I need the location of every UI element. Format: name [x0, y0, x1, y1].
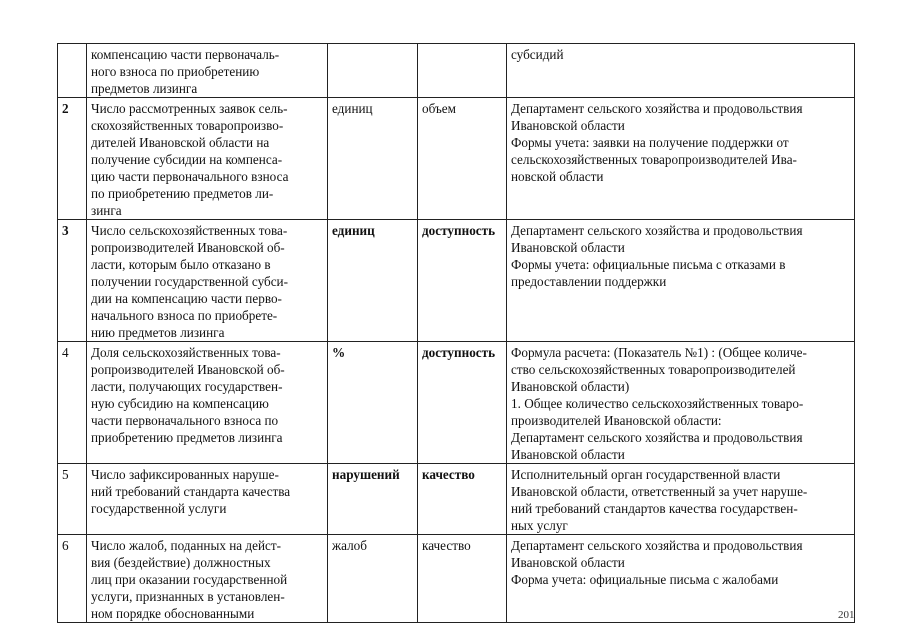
- row-number: 5: [58, 464, 87, 535]
- unit-cell: %: [328, 342, 418, 464]
- source-cell: Формула расчета: (Показатель №1) : (Общее количе- ство сельскохозяйственных товаропроизводителей Ивановской области) 1. Общее количество сельскохозяйственных товаро- производителей Ивановской области: Департамент сельского хозяйства и продовольствия Ивановской области: [507, 342, 855, 464]
- row-number: 4: [58, 342, 87, 464]
- table-row: [58, 535, 855, 623]
- source-cell: Исполнительный орган государственной власти Ивановской области, ответственный за учет наруше- ний требований стандартов качества государствен- ных услуг: [507, 464, 855, 535]
- row-number: [58, 44, 87, 98]
- type-cell: качество: [418, 464, 507, 535]
- indicator-name: Число рассмотренных заявок сель- скохозяйственных товаропроизво- дителей Ивановской области на получение субсидии на компенса- цию части первоначального взноса по приобретению предметов ли- зинга: [87, 98, 328, 220]
- source-cell: Департамент сельского хозяйства и продовольствия Ивановской области Формы учета: официальные письма с отказами в предоставлении поддержки: [507, 220, 855, 342]
- unit-cell: нарушений: [328, 464, 418, 535]
- table-row: [58, 220, 855, 342]
- type-cell: качество: [418, 535, 507, 623]
- table-body: [58, 44, 855, 623]
- row-number: 2: [58, 98, 87, 220]
- type-cell: доступность: [418, 220, 507, 342]
- indicator-name: Доля сельскохозяйственных това- ропроизводителей Ивановской об- ласти, получающих государствен- ную субсидию на компенсацию части первоначального взноса по приобретению предметов лизинга: [87, 342, 328, 464]
- source-cell: Департамент сельского хозяйства и продовольствия Ивановской области Формы учета: заявки на получение поддержки от сельскохозяйственных товаропроизводителей Ива- новской области: [507, 98, 855, 220]
- unit-cell: единиц: [328, 98, 418, 220]
- table-row: [58, 44, 855, 98]
- indicator-name: компенсацию части первоначаль- ного взноса по приобретению предметов лизинга: [87, 44, 328, 98]
- row-number: 3: [58, 220, 87, 342]
- source-cell: субсидий: [507, 44, 855, 98]
- table-row: [58, 98, 855, 220]
- indicator-name: Число жалоб, поданных на дейст- вия (бездействие) должностных лиц при оказании государственной услуги, признанных в установлен- ном порядке обоснованными: [87, 535, 328, 623]
- type-cell: доступность: [418, 342, 507, 464]
- unit-cell: жалоб: [328, 535, 418, 623]
- unit-cell: [328, 44, 418, 98]
- table-row: [58, 464, 855, 535]
- indicators-table: [57, 43, 855, 623]
- type-cell: объем: [418, 98, 507, 220]
- page-number: 201: [838, 609, 855, 621]
- table-row: [58, 342, 855, 464]
- type-cell: [418, 44, 507, 98]
- source-cell: Департамент сельского хозяйства и продовольствия Ивановской области Форма учета: официальные письма с жалобами: [507, 535, 855, 623]
- unit-cell: единиц: [328, 220, 418, 342]
- indicator-name: Число зафиксированных наруше- ний требований стандарта качества государственной услуги: [87, 464, 328, 535]
- row-number: 6: [58, 535, 87, 623]
- indicator-name: Число сельскохозяйственных това- ропроизводителей Ивановской об- ласти, которым было отказано в получении государственной субси- дии на компенсацию части перво- начального взноса по приобрете- нию предметов лизинга: [87, 220, 328, 342]
